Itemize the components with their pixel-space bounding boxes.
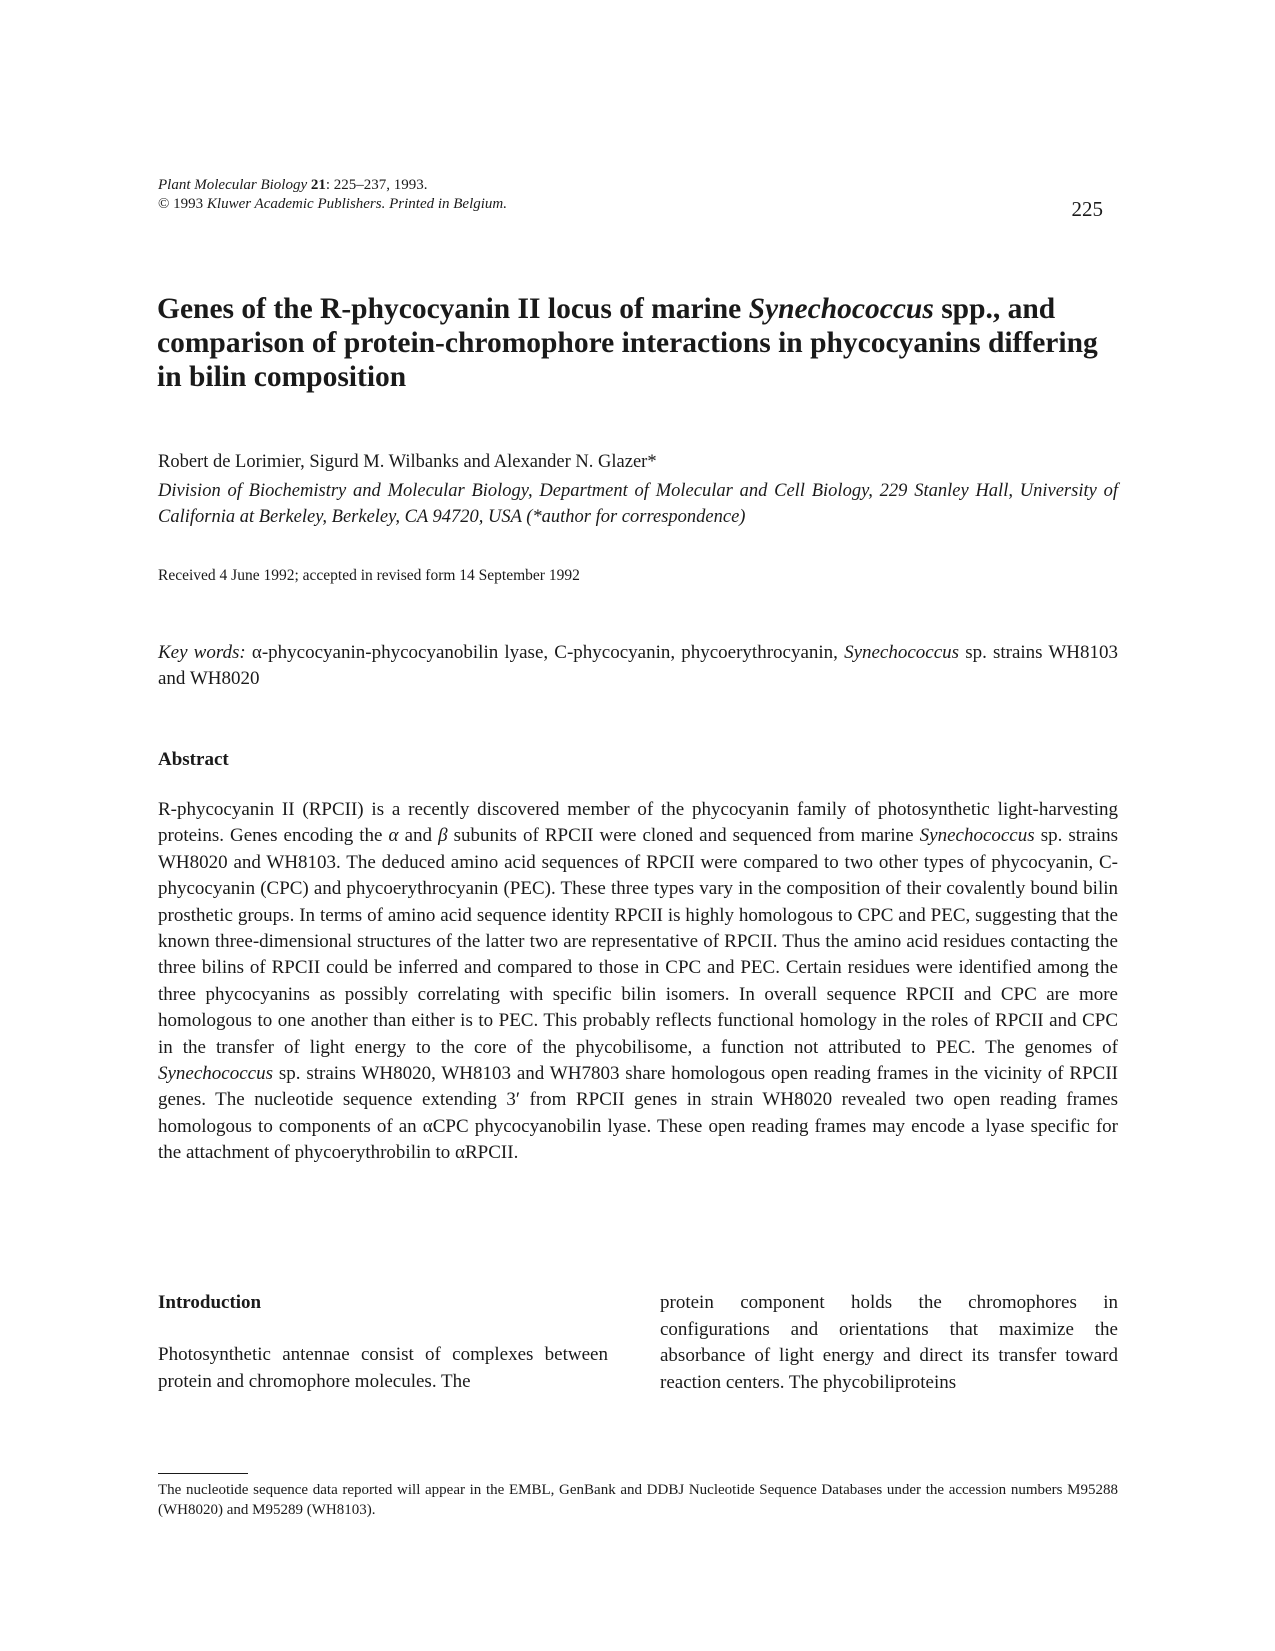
abstract-and: and [398,825,439,847]
copyright: © 1993 [158,196,207,212]
keywords [158,640,1118,692]
publisher: Kluwer Academic Publishers. Printed in Belgium. [206,196,508,212]
page-number: 225 [1071,197,1103,221]
journal-volume: 21 [310,177,326,193]
title-part-1: Genes of the R-phycocyanin II locus of marine [157,293,749,325]
abstract-s4: sp. strains WH8020, WH8103 and WH7803 share homologous open reading frames in the vicinity of RPCII genes. The nucleotide sequence extending 3′ from RPCII genes in strain WH8020 revealed two open reading frames homologous to components of an αCPC phycocyanobilin lyase. These open reading frames may encode a lyase specific for the attachment of phycoerythrobilin to αRPCII. [158,1063,1118,1164]
introduction-heading: Introduction [158,1292,262,1313]
title-part-2: spp., and comparison of protein-chromophore interactions in phycocyanins differing in bilin composition [157,293,1098,393]
journal-name: Plant Molecular Biology [158,177,308,193]
journal-citation [158,176,507,214]
beta-symbol: β [438,825,448,847]
title-genus: Synechococcus [748,293,934,325]
received-dates: Received 4 June 1992; accepted in revised form 14 September 1992 [158,567,580,584]
abstract-heading: Abstract [158,749,229,770]
abstract-s3: sp. strains WH8020 and WH8103. The deduced amino acid sequences of RPCII were compared to two other types of phycocyanin, C-phycocyanin (CPC) and phycoerythrocyanin (PEC). These three types vary in the composition of their covalently bound bilin prosthetic groups. In terms of amino acid sequence identity RPCII is highly homologous to CPC and PEC, suggesting that the known three-dimensional structures of the latter two are representative of RPCII. Thus the amino acid residues contacting the three bilins of RPCII could be inferred and compared to those in CPC and PEC. Certain residues were identified among the three phycocyanins as possibly correlating with specific bilin isomers. In overall sequence RPCII and CPC are more homologous to one another than either is to PEC. This probably reflects functional homology in the roles of RPCII and CPC in the transfer of light energy to the core of the phycobilisome, a function not attributed to PEC. The genomes of [158,825,1119,1058]
abstract-body [158,797,1118,1167]
abstract-s2: subunits of RPCII were cloned and sequenced from marine [447,825,920,847]
abstract-s1: R-phycocyanin II (RPCII) is a recently discovered member of the phycocyanin family of photosynthetic light-harvesting proteins. Genes encoding the [158,799,1118,847]
keywords-text-2: sp. strains WH8103 and WH8020 [158,642,1119,689]
journal-line-2 [158,195,507,214]
keywords-text-1: α-phycocyanin-phycocyanobilin lyase, C-phycocyanin, phycoerythrocyanin, [245,642,845,663]
abstract-genus-2: Synechococcus [158,1063,273,1085]
paper-title [157,292,1117,394]
abstract-genus-1: Synechococcus [919,825,1035,847]
alpha-symbol: α [388,825,399,847]
footnote-rule [158,1473,248,1474]
footnote: The nucleotide sequence data reported will appear in the EMBL, GenBank and DDBJ Nucleotide Sequence Databases under the accession numbers M95288 (WH8020) and M95289 (WH8103). [158,1482,1118,1518]
affiliation: Division of Biochemistry and Molecular Biology, Department of Molecular and Cell Biology, 229 Stanley Hall, University of California at Berkeley, Berkeley, CA 94720, USA (*author for correspondence) [158,481,1118,527]
journal-line-1 [158,176,507,195]
keywords-genus: Synechococcus [844,642,960,663]
keywords-label: Key words: [158,642,246,663]
introduction-left-column: Photosynthetic antennae consist of complexes between protein and chromophore molecules. The [158,1344,608,1392]
introduction-right-column: protein component holds the chromophores in configurations and orientations that maximize the absorbance of light energy and direct its transfer toward reaction centers. The phycobiliproteins [660,1292,1118,1393]
authors: Robert de Lorimier, Sigurd M. Wilbanks and Alexander N. Glazer* [158,452,657,472]
journal-pages: : 225–237, 1993. [325,177,428,193]
